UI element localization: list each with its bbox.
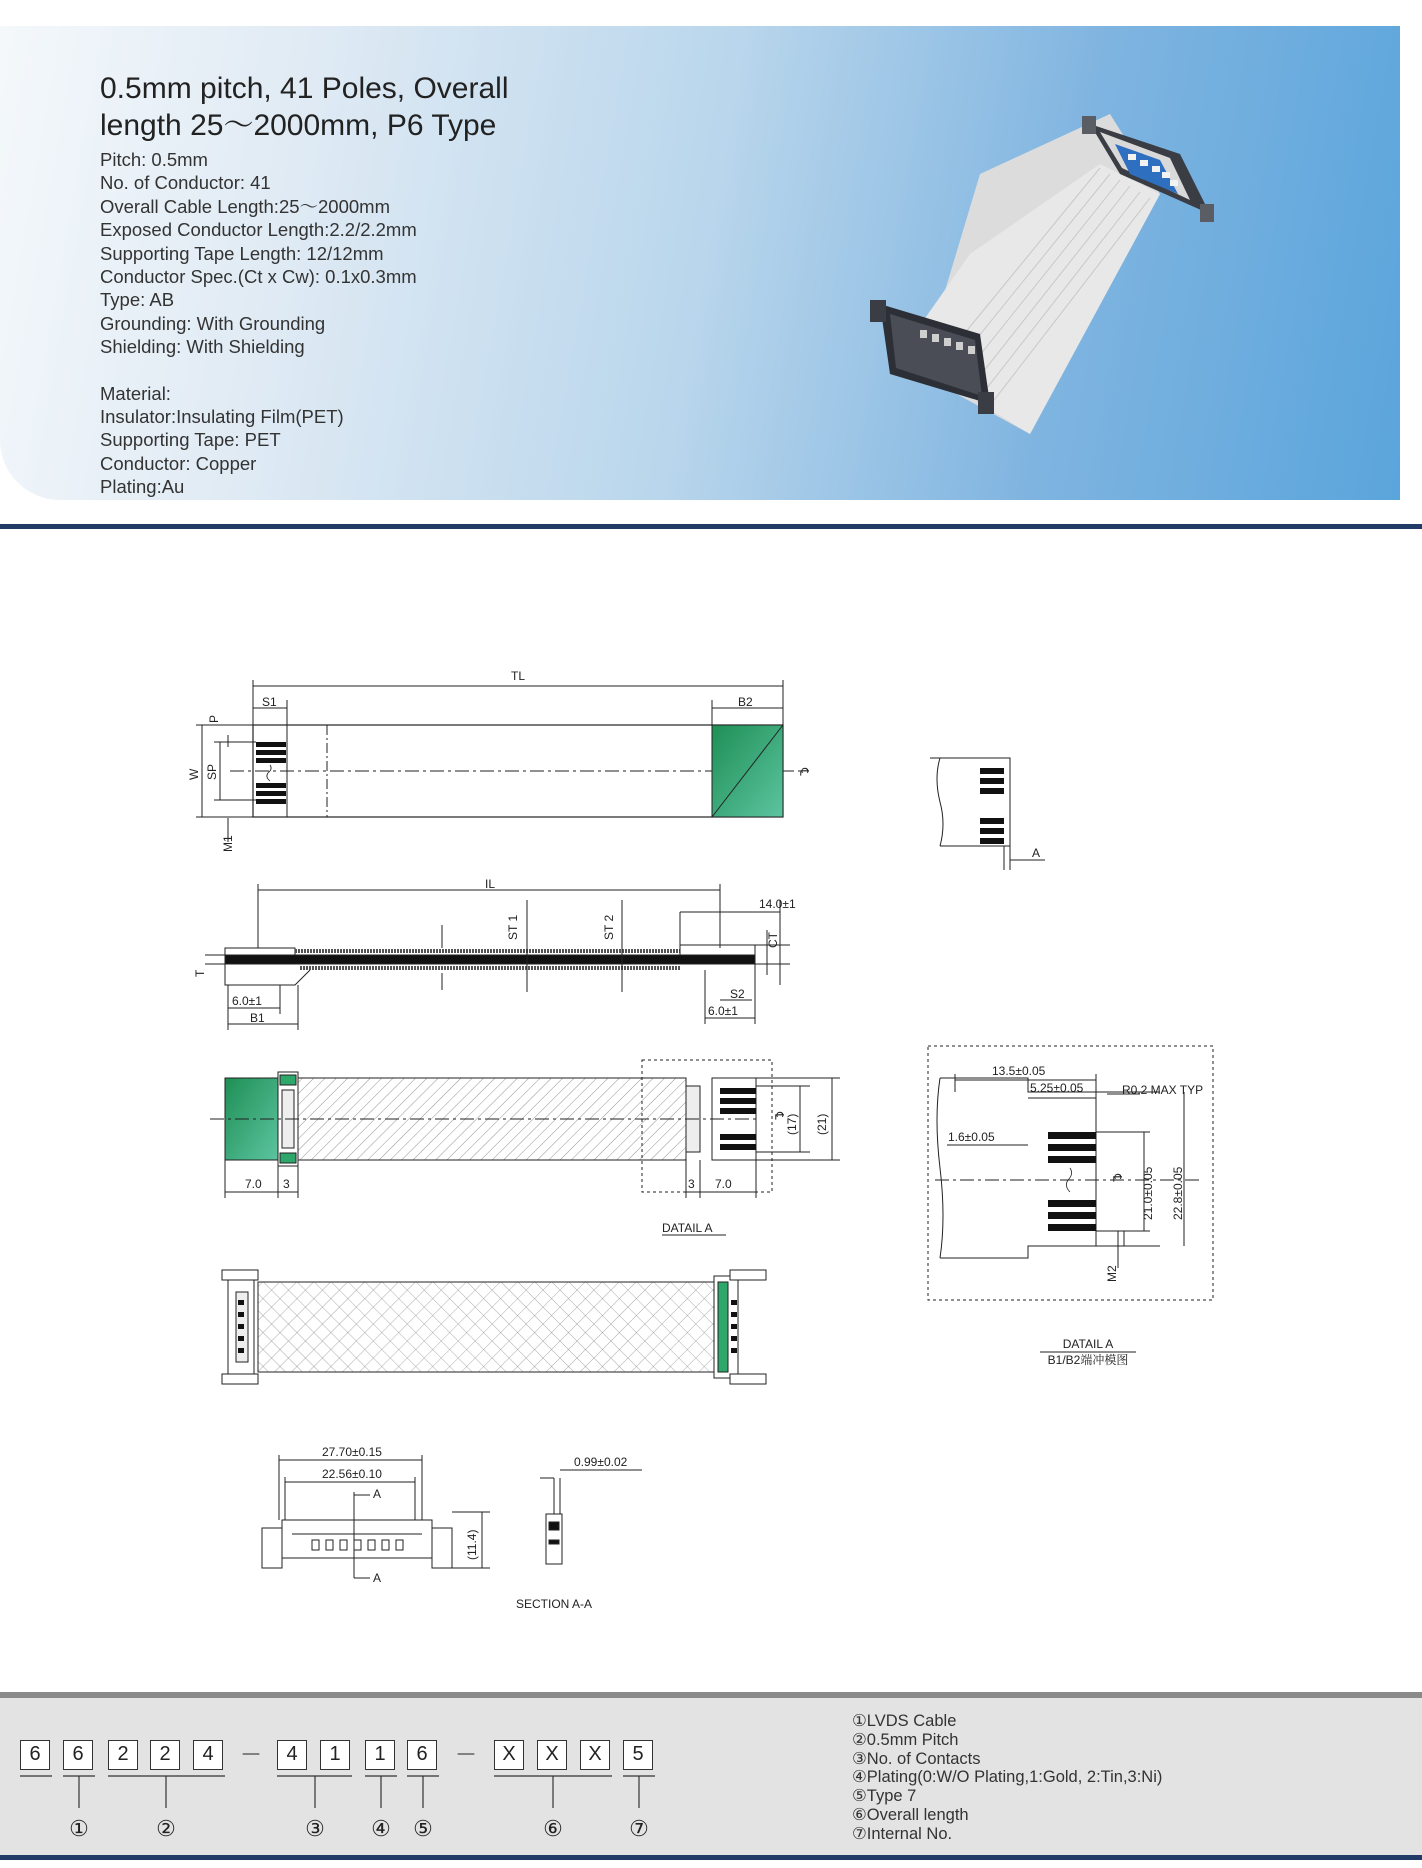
dim-6-left: 6.0±1 — [232, 994, 262, 1008]
dim-b2: B2 — [738, 695, 753, 709]
dim-13-5: 13.5±0.05 — [992, 1064, 1046, 1078]
dim-3-right: 3 — [688, 1177, 695, 1191]
dim-m1: M1 — [221, 835, 235, 852]
pn-digit: X — [580, 1740, 610, 1770]
bottom-view — [210, 1060, 840, 1198]
pn-digit: 1 — [320, 1740, 350, 1770]
dim-ct: CT — [766, 932, 780, 948]
dim-22-56: 22.56±0.10 — [322, 1467, 382, 1481]
dim-w: W — [187, 768, 201, 780]
legend-item: ④Plating(0:W/O Plating,1:Gold, 2:Tin,3:Ni) — [852, 1768, 1163, 1787]
footer-divider — [0, 1855, 1422, 1860]
pn-marker-1: ① — [69, 1816, 89, 1841]
pn-digit: 5 — [623, 1740, 653, 1770]
dim-21: (21) — [815, 1113, 829, 1135]
pn-digit: X — [494, 1740, 524, 1770]
dim-1-6: 1.6±0.05 — [948, 1130, 995, 1144]
dim-7-left: 7.0 — [245, 1177, 262, 1191]
header-banner — [0, 26, 1400, 500]
centerline-symbol: ℄ — [797, 768, 811, 776]
pn-digit: 4 — [277, 1740, 307, 1770]
spec-list — [100, 148, 417, 499]
dim-p: P — [207, 714, 221, 723]
spec-grounding: Grounding: With Grounding — [100, 312, 326, 334]
dim-st2: ST 2 — [602, 914, 616, 940]
title-line-1: 0.5mm pitch, 41 Poles, Overall — [100, 72, 509, 105]
detail-a-callout: DATAIL A — [662, 1221, 713, 1235]
centerline-symbol-3: ℄ — [1110, 1174, 1124, 1182]
material-conductor: Conductor: Copper — [100, 452, 257, 474]
centerline-symbol-2: ℄ — [772, 1112, 786, 1120]
pn-marker-4: ④ — [371, 1816, 391, 1841]
section-a-bottom: A — [373, 1571, 382, 1585]
spec-type: Type: AB — [100, 289, 175, 311]
material-insulator: Insulator:Insulating Film(PET) — [100, 406, 344, 428]
material-tape: Supporting Tape: PET — [100, 429, 281, 451]
pn-marker-5: ⑤ — [413, 1816, 433, 1841]
spec-tape-length: Supporting Tape Length: 12/12mm — [100, 242, 384, 264]
material-heading: Material: — [100, 382, 171, 404]
detail-a-subcaption: B1/B2端冲模图 — [1047, 1353, 1129, 1367]
dim-sp: SP — [205, 763, 219, 780]
dim-3-left: 3 — [283, 1177, 290, 1191]
legend-item: ①LVDS Cable — [852, 1712, 957, 1730]
legend-item: ③No. of Contacts — [852, 1749, 981, 1768]
page-title — [100, 70, 640, 144]
pn-digit: 6 — [407, 1740, 437, 1770]
legend-item: ⑥Overall length — [852, 1805, 969, 1824]
pn-legend — [852, 1712, 1162, 1844]
pn-digit: X — [537, 1740, 567, 1770]
spec-cable-length: Overall Cable Length:25～2000mm — [100, 195, 390, 217]
detail-a-label: A — [1032, 846, 1041, 860]
dim-st1: ST 1 — [506, 914, 520, 940]
small-detail — [930, 758, 1045, 870]
spec-shielding: Shielding: With Shielding — [100, 336, 305, 358]
pn-digit: 6 — [63, 1740, 93, 1770]
pn-digit: 6 — [20, 1740, 50, 1770]
spec-conductors: No. of Conductor: 41 — [100, 172, 271, 194]
dim-0-99: 0.99±0.02 — [574, 1455, 628, 1469]
pn-digit: 2 — [150, 1740, 180, 1770]
section-a-a-view — [540, 1470, 642, 1564]
pn-marker-7: ⑦ — [629, 1816, 649, 1841]
dim-14: 14.0±1 — [759, 897, 796, 911]
part-number-section — [0, 1692, 1422, 1857]
pn-marker-2: ② — [156, 1816, 176, 1841]
legend-item: ⑤Type 7 — [852, 1787, 917, 1806]
legend-item: ⑦Internal No. — [852, 1824, 953, 1843]
dim-27-70: 27.70±0.15 — [322, 1445, 382, 1459]
product-photo — [860, 104, 1240, 464]
section-a-a-caption: SECTION A-A — [515, 1597, 593, 1611]
dim-21-0: 21.0±0.05 — [1141, 1166, 1155, 1220]
dim-6-right: 6.0±1 — [708, 1004, 738, 1018]
assembly-view — [222, 1270, 766, 1384]
spec-pitch: Pitch: 0.5mm — [100, 149, 208, 170]
dim-t: T — [193, 969, 207, 977]
spec-exposed-length: Exposed Conductor Length:2.2/2.2mm — [100, 219, 417, 241]
section-a-top: A — [373, 1487, 382, 1501]
dim-m2: M2 — [1105, 1265, 1119, 1282]
dim-7-right: 7.0 — [715, 1177, 732, 1191]
technical-drawing — [0, 600, 1422, 1640]
side-view — [205, 884, 790, 1030]
pn-separator: － — [455, 1742, 478, 1767]
dim-22-8: 22.8±0.05 — [1171, 1166, 1185, 1220]
dim-17: (17) — [785, 1113, 799, 1135]
legend-item: ②0.5mm Pitch — [852, 1730, 959, 1749]
top-view — [196, 680, 800, 842]
dim-b1: B1 — [250, 1011, 265, 1025]
dim-il: IL — [484, 877, 496, 891]
dim-11-4: (11.4) — [465, 1529, 479, 1560]
dim-s2: S2 — [730, 987, 745, 1001]
dim-s1: S1 — [262, 695, 277, 709]
dim-5-25: 5.25±0.05 — [1030, 1081, 1084, 1095]
spec-conductor-spec: Conductor Spec.(Ct x Cw): 0.1x0.3mm — [100, 266, 417, 288]
material-plating: Plating:Au — [100, 476, 185, 498]
dim-r02: R0.2 MAX TYP — [1122, 1083, 1204, 1097]
pn-digit: 2 — [108, 1740, 138, 1770]
pn-digit: 4 — [193, 1740, 223, 1770]
dim-tl: TL — [510, 669, 526, 683]
pn-marker-3: ③ — [305, 1816, 325, 1841]
pn-digit: 1 — [365, 1740, 395, 1770]
detail-a-caption: DATAIL A — [1062, 1337, 1114, 1351]
title-line-2: length 25～2000mm, P6 Type — [100, 109, 497, 142]
pn-separator: － — [240, 1742, 263, 1767]
pn-marker-6: ⑥ — [543, 1816, 563, 1841]
header-divider — [0, 524, 1422, 529]
